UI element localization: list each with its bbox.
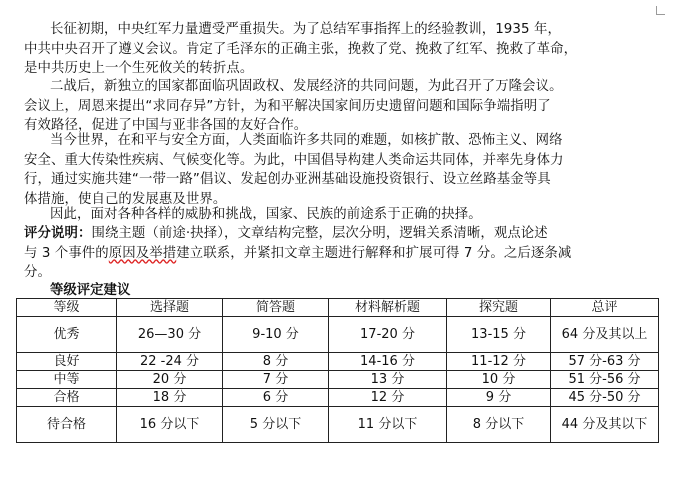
table-cell: 64 分及其以上 [551,317,659,353]
text-line: 行，通过实施共建“一带一路”倡议、发起创办亚洲基础设施投资银行、设立丝路基金等具 [24,172,551,187]
scoring-text: 围绕主题（前途·抉择），文章结构完整，层次分明，逻辑关系清晰，观点论述 [91,226,548,241]
table-cell: 8 分 [223,353,329,371]
table-cell: 11 分以下 [329,407,447,443]
paragraph-zunyi [24,20,664,79]
scoring-line [24,244,664,264]
text-line: 安全、重大传染性疾病、气候变化等。为此，中国倡导构建人类命运共同体，并率先身体力 [24,152,564,168]
table-cell: 5 分以下 [223,407,329,443]
table-cell: 13-15 分 [447,317,551,353]
scoring-label: 评分说明： [24,226,92,241]
spellcheck-underlined-text: 原因及举措 [108,245,177,261]
paragraph-community [24,131,664,209]
table-cell: 17-20 分 [329,317,447,353]
text-line: 是中共历史上一个生死攸关的转折点。 [24,61,254,76]
paragraph-conclusion [24,205,664,225]
column-header: 总评 [551,299,659,317]
table-cell: 20 分 [117,371,223,389]
table-cell: 中等 [17,371,117,389]
table-row [17,353,659,371]
table-cell: 22 -24 分 [117,353,223,371]
table-cell: 44 分及其以下 [551,407,659,443]
table-cell: 良好 [17,353,117,371]
table-cell: 合格 [17,389,117,407]
page-corner-mark [656,6,665,15]
table-cell: 6 分 [223,389,329,407]
table-cell: 10 分 [447,371,551,389]
table-row [17,371,659,389]
table-cell: 11-12 分 [447,353,551,371]
table-row [17,317,659,353]
column-header: 简答题 [223,299,329,317]
text-line: 会议上，周恩来提出“求同存异”方针，为和平解决国家间历史遗留问题和国际争端指明了 [24,98,551,114]
column-header: 材料解析题 [329,299,447,317]
table-cell: 优秀 [17,317,117,353]
table-cell: 14-16 分 [329,353,447,371]
column-header: 探究题 [447,299,551,317]
table-cell: 18 分 [117,389,223,407]
scoring-line: 分。 [24,265,51,280]
table-cell: 9 分 [447,389,551,407]
table-cell: 26—30 分 [117,317,223,353]
table-cell: 57 分-63 分 [551,353,659,371]
text-line: 有效路径，促进了中国与亚非各国的友好合作。 [24,118,308,133]
scoring-line [24,224,664,244]
table-header-row [17,299,659,317]
table-cell: 待合格 [17,407,117,443]
table-cell: 9-10 分 [223,317,329,353]
scoring-text: 建立联系，并紧扣文章主题进行解释和扩展可得 7 分。之后逐条减 [176,245,572,261]
table-row [17,389,659,407]
table-cell: 45 分-50 分 [551,389,659,407]
paragraph-bandung [24,77,664,136]
table-cell: 13 分 [329,371,447,389]
table-cell: 7 分 [223,371,329,389]
text-line: 当今世界，在和平与安全方面，人类面临许多共同的难题，如核扩散、恐怖主义、网络 [50,133,563,148]
text-line: 因此，面对各种各样的威胁和挑战，国家、民族的前途系于正确的抉择。 [50,207,482,222]
table-row [17,407,659,443]
rubric-title: 等级评定建议 [50,283,131,298]
column-header: 选择题 [117,299,223,317]
table-cell: 16 分以下 [117,407,223,443]
text-line: 二战后，新独立的国家都面临巩固政权、发展经济的共同问题，为此召开了万隆会议。 [50,79,563,94]
table-cell: 51 分-56 分 [551,371,659,389]
scoring-text: 与 3 个事件的 [24,245,109,261]
text-line: 体措施，使自己的发展惠及世界。 [24,191,227,207]
column-header: 等级 [17,299,117,317]
grade-table [16,298,659,443]
text-line: 长征初期，中央红军力量遭受严重损失。为了总结军事指挥上的经验教训，1935 年， [50,22,562,37]
table-cell: 8 分以下 [447,407,551,443]
scoring-notes [24,224,664,283]
table-cell: 12 分 [329,389,447,407]
text-line: 中共中央召开了遵义会议。肯定了毛泽东的正确主张，挽救了党、挽救了红军、挽救了革命， [24,41,578,57]
